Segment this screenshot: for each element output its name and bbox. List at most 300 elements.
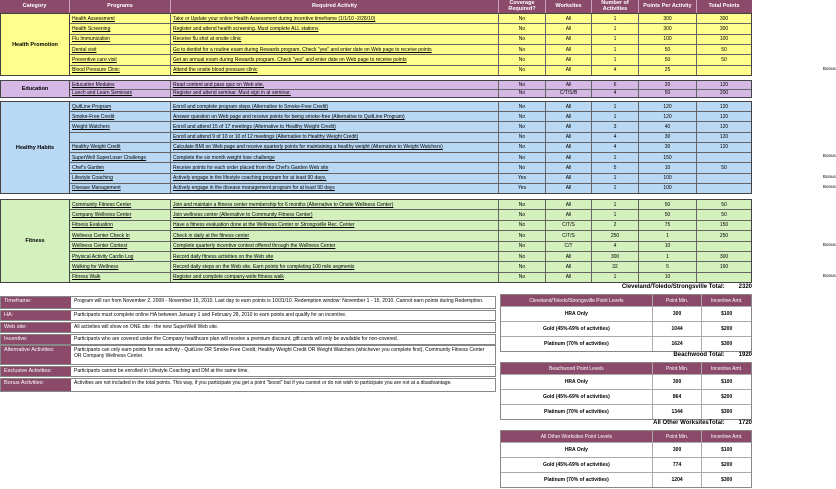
header-required-activity: Required Activity xyxy=(171,0,499,13)
activity-cell[interactable]: Attend the onsite blood pressure clinic xyxy=(171,66,499,75)
coverage-cell: No xyxy=(499,45,546,54)
table-row xyxy=(70,54,751,64)
info-text: All activities will show on ONE site - the new SuperWell Web site. xyxy=(74,324,219,330)
info-label: Web site: xyxy=(1,323,71,332)
points-per-cell: 10 xyxy=(639,273,697,282)
program-cell[interactable]: Community Fitness Center xyxy=(70,200,171,209)
table-row xyxy=(70,111,751,121)
num-activities-cell: 300 xyxy=(592,252,639,261)
info-row xyxy=(0,296,496,309)
total-points-cell: 120 xyxy=(719,113,729,120)
worksites-cell: C/T xyxy=(546,242,592,251)
bonus-note: Bonus xyxy=(823,153,836,159)
point-levels-header xyxy=(501,295,751,306)
activity-cell[interactable]: Read content and pass quiz on Web site. xyxy=(171,81,499,89)
total-points-cell: 100 xyxy=(719,36,729,43)
worksites-cell: All xyxy=(546,55,592,64)
program-cell[interactable]: Company Wellness Center xyxy=(70,210,171,219)
num-activities-cell: 4 xyxy=(592,242,639,251)
total-points-cell: 50 xyxy=(721,56,727,63)
category-label: Healthy Habits xyxy=(1,102,70,193)
num-activities-cell: 1 xyxy=(592,210,639,219)
program-cell[interactable]: SuperWell SuperLoser Challenge xyxy=(70,153,171,162)
activity-cell[interactable]: Have a fitness evaluation done at the Wellness Center or Strongsville Rec. Center xyxy=(171,221,499,230)
coverage-cell: No xyxy=(499,262,546,271)
activity-cell[interactable]: Record daily steps on the Web site. Earn points for completing 100 mile segments xyxy=(171,262,499,271)
point-level-row xyxy=(501,457,751,472)
points-per-cell: 50 xyxy=(639,90,697,98)
worksite-total-label: All Other WorksitesTotal: xyxy=(653,420,725,426)
point-level-cell: 300 xyxy=(652,307,702,321)
total-points-cell: 120 xyxy=(719,103,729,110)
total-points-cell: 300 xyxy=(719,253,729,260)
program-cell[interactable]: Physical Activity Cardio Log xyxy=(70,252,171,261)
program-cell[interactable]: Wellness Center Check In xyxy=(70,231,171,240)
activity-cell[interactable]: Enroll and attend 9 of 10 or 10 of 12 meetings (Alternative to Healthy Weight Credit) xyxy=(171,133,499,142)
bonus-note: Bonus xyxy=(823,65,836,71)
activity-cell[interactable]: Register and attend seminar. Must sign in at seminar. xyxy=(171,90,499,98)
worksite-total-value: 2320 xyxy=(738,284,752,290)
points-per-cell: 30 xyxy=(639,133,697,142)
num-activities-cell: 1 xyxy=(592,14,639,23)
points-per-cell: 100 xyxy=(639,174,697,183)
num-activities-cell: 250 xyxy=(592,231,639,240)
group-ed xyxy=(0,80,752,98)
point-level-cell: $100 xyxy=(701,375,751,389)
table-row xyxy=(70,81,751,89)
program-cell[interactable]: Fitness Evaluation xyxy=(70,221,171,230)
point-level-cell: $200 xyxy=(701,390,751,404)
num-activities-cell: 1 xyxy=(592,273,639,282)
table-row xyxy=(70,251,751,261)
category-label: Health Promotion xyxy=(1,14,70,75)
point-levels-header-cell: Beachwood Point Levels xyxy=(549,365,604,372)
num-activities-cell: 4 xyxy=(592,133,639,142)
activity-cell[interactable]: Answer question on Web page and receive points for being smoke-free (Alternative to QuitLine Program) xyxy=(171,112,499,121)
coverage-cell: No xyxy=(499,242,546,251)
coverage-cell: No xyxy=(499,231,546,240)
total-points-cell: 50 xyxy=(721,46,727,53)
num-activities-cell: 4 xyxy=(592,90,639,98)
activity-cell[interactable]: Check in daily at the fitness center xyxy=(171,231,499,240)
program-cell[interactable]: Walking for Wellness xyxy=(70,262,171,271)
num-activities-cell: 1 xyxy=(592,153,639,162)
header-coverage: Coverage Required? xyxy=(499,0,546,13)
point-levels-table xyxy=(500,362,752,420)
table-row xyxy=(70,241,836,251)
point-level-row xyxy=(501,321,751,336)
points-per-cell: 10 xyxy=(639,163,697,172)
total-points-cell xyxy=(697,153,751,162)
point-level-row xyxy=(501,442,751,457)
point-level-cell: $200 xyxy=(701,322,751,336)
activity-cell[interactable]: Record daily fitness activities on the Web site xyxy=(171,252,499,261)
table-row xyxy=(70,44,751,54)
coverage-cell: No xyxy=(499,200,546,209)
worksites-cell: All xyxy=(546,81,592,89)
group-fi xyxy=(0,199,836,283)
point-level-cell: $300 xyxy=(701,337,751,351)
activity-cell[interactable]: Complete quarterly incentive contest offered through the Wellness Center xyxy=(171,242,499,251)
points-per-cell: 1 xyxy=(639,252,697,261)
points-per-cell: 30 xyxy=(639,143,697,152)
table-row xyxy=(70,220,751,230)
num-activities-cell: 3 xyxy=(592,122,639,131)
point-levels-header-cell: Point Min. xyxy=(652,431,702,442)
num-activities-cell: 1 xyxy=(592,24,639,33)
num-activities-cell: 1 xyxy=(592,45,639,54)
num-activities-cell: 1 xyxy=(592,184,639,193)
point-level-cell: Platinum (70% of activities) xyxy=(544,477,609,483)
program-cell[interactable]: Wellness Center Contest xyxy=(70,242,171,251)
point-levels-header-cell: Incentive Amt. xyxy=(701,431,751,442)
total-points-cell: 50 xyxy=(721,201,727,208)
program-cell[interactable]: QuitLine Program xyxy=(70,102,171,111)
point-level-cell: 300 xyxy=(652,443,702,457)
point-levels-table xyxy=(500,294,752,352)
total-points-cell xyxy=(697,174,751,183)
point-level-cell: HRA Only xyxy=(564,379,588,385)
worksites-cell: All xyxy=(546,112,592,121)
coverage-cell: No xyxy=(499,163,546,172)
total-points-cell: 120 xyxy=(719,81,729,88)
coverage-cell: No xyxy=(499,133,546,142)
worksites-cell: All xyxy=(546,273,592,282)
table-header xyxy=(0,0,752,13)
info-text: Participants must complete online HA between January 1 and February 28, 2010 to earn points and qualify for an incentive. xyxy=(74,312,347,318)
points-per-cell: 75 xyxy=(639,221,697,230)
group-hh xyxy=(0,101,836,194)
worksites-cell: All xyxy=(546,45,592,54)
points-per-cell: 300 xyxy=(639,24,697,33)
header-points-per: Points Per Activity xyxy=(639,0,697,13)
coverage-cell: No xyxy=(499,66,546,75)
program-cell[interactable]: Lifestyle Coaching xyxy=(70,174,171,183)
info-row xyxy=(0,345,496,365)
table-row xyxy=(70,132,751,142)
coverage-cell: Yes xyxy=(499,174,546,183)
info-row xyxy=(0,334,496,345)
num-activities-cell: 1 xyxy=(592,35,639,44)
table-row xyxy=(70,183,836,193)
header-total-points: Total Points xyxy=(708,2,740,9)
num-activities-cell: 1 xyxy=(592,174,639,183)
num-activities-cell: 2 xyxy=(592,221,639,230)
table-row xyxy=(70,162,751,172)
point-levels-header-cell: Incentive Amt. xyxy=(701,295,751,306)
bonus-note: Bonus xyxy=(823,272,836,278)
point-level-row xyxy=(501,336,751,351)
points-per-cell: 150 xyxy=(639,153,697,162)
activity-cell[interactable]: Receive flu shot at onsite clinic xyxy=(171,35,499,44)
point-levels-header-cell: All Other Worksites Point Levels xyxy=(540,433,613,440)
point-levels-header-cell: Incentive Amt. xyxy=(701,363,751,374)
point-level-row xyxy=(501,472,751,487)
point-level-cell: 1044 xyxy=(652,322,702,336)
header-category: Category xyxy=(0,0,70,13)
info-text: Participants can only earn points for one activity - QuitLine OR Smoke Free Credit, Healthy Weight Credit OR Weight Watchers (whichever you complete first), Community Fitness Center OR Company Wellness Center. xyxy=(74,347,485,359)
group-hp xyxy=(0,13,836,76)
info-text: Activities are not included in the total points. This way, if you participate you get a point "boost" but if you cannot or do not wish to participate you are not at a disadvantage. xyxy=(74,380,452,386)
point-level-row xyxy=(501,404,751,419)
info-label: HA: xyxy=(1,311,71,320)
worksite-total-value: 1920 xyxy=(738,352,752,358)
table-row xyxy=(70,261,751,271)
points-per-cell: 50 xyxy=(639,210,697,219)
points-per-cell: 40 xyxy=(639,122,697,131)
coverage-cell: No xyxy=(499,90,546,98)
num-activities-cell: 1 xyxy=(592,200,639,209)
worksites-cell: All xyxy=(546,163,592,172)
program-cell[interactable]: Fitness Walk xyxy=(70,273,171,282)
category-label: Fitness xyxy=(1,200,70,282)
info-row xyxy=(0,378,496,392)
point-level-cell: $200 xyxy=(701,458,751,472)
coverage-cell: No xyxy=(499,221,546,230)
point-levels-table xyxy=(500,430,752,488)
point-levels-header-cell: Point Min. xyxy=(652,295,702,306)
worksites-cell: All xyxy=(546,14,592,23)
worksites-cell: C/T/S xyxy=(546,221,592,230)
program-cell[interactable]: Chef's Garden xyxy=(70,163,171,172)
point-level-row xyxy=(501,306,751,321)
point-level-cell: HRA Only xyxy=(564,447,588,453)
program-cell[interactable]: Lunch and Learn Seminars xyxy=(70,90,171,98)
total-points-cell: 200 xyxy=(719,90,729,97)
worksites-cell: All xyxy=(546,153,592,162)
points-per-cell: 25 xyxy=(639,66,697,75)
activity-cell[interactable]: Enroll and attend 15 of 17 meetings (Alternative to Healthy Weight Credit) xyxy=(171,122,499,131)
program-cell[interactable]: Smoke-Free Credit xyxy=(70,112,171,121)
point-level-cell: Platinum (70% of activities) xyxy=(544,409,609,415)
point-levels-header xyxy=(501,431,751,442)
table-row xyxy=(70,89,751,98)
coverage-cell: No xyxy=(499,210,546,219)
table-row xyxy=(70,272,836,282)
points-per-cell: 100 xyxy=(639,35,697,44)
points-per-cell: 300 xyxy=(639,14,697,23)
worksites-cell: C/T/S xyxy=(546,231,592,240)
point-levels-header xyxy=(501,363,751,374)
worksites-cell: All xyxy=(546,66,592,75)
bonus-note: Bonus xyxy=(823,173,836,179)
coverage-cell: No xyxy=(499,252,546,261)
num-activities-cell: 1 xyxy=(592,102,639,111)
coverage-cell: No xyxy=(499,24,546,33)
program-cell[interactable]: Flu Immunization xyxy=(70,35,171,44)
program-cell[interactable]: Dental visit xyxy=(70,45,171,54)
info-text: Program will run from November 2, 2009 - November 15, 2010. Last day to earn points is 10/31/10. Redemption window: November 1 - 15, 2010. Cannot earn points during Redemption. xyxy=(74,298,484,304)
coverage-cell: No xyxy=(499,102,546,111)
activity-cell[interactable]: Actively engage in the disease management program for at least 90 days xyxy=(171,184,499,193)
activity-cell[interactable]: Go to dentist for a routine exam during Rewards program. Check "yes" and enter date on Web page to receive points xyxy=(171,45,499,54)
activity-cell[interactable]: Receive points for each order placed from the Chef's Garden Web site xyxy=(171,163,499,172)
points-per-cell: 120 xyxy=(639,102,697,111)
point-level-cell: Gold (45%-69% of activities) xyxy=(543,326,610,332)
info-label: Bonus Activities: xyxy=(1,379,71,391)
activity-cell[interactable]: Register and complete company-wide fitness walk xyxy=(171,273,499,282)
point-level-cell: $300 xyxy=(701,405,751,419)
program-cell[interactable]: Preventive care visit xyxy=(70,55,171,64)
coverage-cell: No xyxy=(499,153,546,162)
table-row xyxy=(70,142,751,152)
num-activities-cell: 1 xyxy=(592,55,639,64)
point-level-cell: HRA Only xyxy=(564,311,588,317)
points-per-cell: 10 xyxy=(639,242,697,251)
total-points-cell: 300 xyxy=(719,15,729,22)
total-points-cell xyxy=(697,273,751,282)
worksites-cell: All xyxy=(546,210,592,219)
program-cell[interactable]: Education Modules xyxy=(70,81,171,89)
num-activities-cell: 5 xyxy=(592,163,639,172)
worksites-cell: All xyxy=(546,35,592,44)
points-per-cell: 5 xyxy=(639,262,697,271)
coverage-cell: No xyxy=(499,14,546,23)
total-points-cell: 50 xyxy=(721,164,727,171)
coverage-cell: No xyxy=(499,55,546,64)
point-level-cell: 774 xyxy=(652,458,702,472)
points-per-cell: 50 xyxy=(639,55,697,64)
program-cell[interactable]: Blood Pressure Clinic xyxy=(70,66,171,75)
table-row xyxy=(70,209,751,219)
num-activities-cell: 4 xyxy=(592,66,639,75)
total-points-cell xyxy=(697,66,751,75)
coverage-cell: Yes xyxy=(499,184,546,193)
activity-cell[interactable]: Get an annual exam during Rewards program. Check "yes" and enter date on Web page to receive points xyxy=(171,55,499,64)
point-level-cell: 1204 xyxy=(652,473,702,487)
num-activities-cell: 6 xyxy=(592,81,639,89)
activity-cell[interactable]: Register and attend health screening. Must complete ALL stations xyxy=(171,24,499,33)
total-points-cell: 120 xyxy=(719,124,729,131)
point-level-row xyxy=(501,389,751,404)
program-cell[interactable] xyxy=(70,133,171,142)
coverage-cell: No xyxy=(499,143,546,152)
points-per-cell: 20 xyxy=(639,81,697,89)
program-cell[interactable]: Health Assessment xyxy=(70,14,171,23)
total-points-cell: 250 xyxy=(719,232,729,239)
program-cell[interactable]: Healthy Weight Credit xyxy=(70,143,171,152)
point-level-cell: $100 xyxy=(701,307,751,321)
category-label: Education xyxy=(1,81,70,97)
num-activities-cell: 4 xyxy=(592,143,639,152)
worksite-total-label: Beachwood Total: xyxy=(673,352,725,358)
points-per-cell: 50 xyxy=(639,45,697,54)
table-row xyxy=(70,152,836,162)
worksites-cell: All xyxy=(546,174,592,183)
point-level-cell: 1344 xyxy=(652,405,702,419)
table-row xyxy=(70,121,751,131)
table-row xyxy=(70,102,751,111)
worksites-cell: All xyxy=(546,133,592,142)
worksites-cell: All xyxy=(546,24,592,33)
point-level-cell: 300 xyxy=(652,375,702,389)
activity-cell[interactable]: Join wellness center (Alternative to Community Fitness Center) xyxy=(171,210,499,219)
points-per-cell: 100 xyxy=(639,184,697,193)
coverage-cell: No xyxy=(499,273,546,282)
table-row xyxy=(70,230,751,240)
activity-cell[interactable]: Join and maintain a fitness center membership for 6 months (Alternative to Onsite Wellness Center) xyxy=(171,200,499,209)
activity-cell[interactable]: Enroll and complete program steps (Alternative to Smoke-Free Credit) xyxy=(171,102,499,111)
worksites-cell: All xyxy=(546,122,592,131)
table-row xyxy=(70,23,751,33)
info-label: Exclusive Activities: xyxy=(1,367,71,376)
info-text: Participants cannot be enrolled in Lifestyle Coaching and DM at the same time. xyxy=(74,368,249,374)
point-level-row xyxy=(501,374,751,389)
total-points-cell: 300 xyxy=(719,25,729,32)
worksites-cell: All xyxy=(546,252,592,261)
points-per-cell: 120 xyxy=(639,112,697,121)
info-row xyxy=(0,310,496,321)
info-label: Timeframe: xyxy=(1,297,71,308)
bonus-note: Bonus xyxy=(823,241,836,247)
points-per-cell: 50 xyxy=(639,200,697,209)
worksites-cell: C/T/S/B xyxy=(546,90,592,98)
program-cell[interactable]: Health Screening xyxy=(70,24,171,33)
info-row xyxy=(0,366,496,377)
table-row xyxy=(70,200,751,209)
table-row xyxy=(70,173,836,183)
worksites-cell: All xyxy=(546,184,592,193)
worksite-total-value: 1720 xyxy=(738,420,752,426)
worksite-total xyxy=(622,284,752,290)
worksites-cell: All xyxy=(546,262,592,271)
coverage-cell: No xyxy=(499,112,546,121)
info-text: Participants who are covered under the Company healthcare plan will receive a premium discount, gift cards will only be available for non-covered. xyxy=(74,336,399,342)
table-row xyxy=(70,65,836,75)
header-num-activities: Number of Activities xyxy=(592,0,639,13)
table-row xyxy=(70,34,751,44)
worksites-cell: All xyxy=(546,143,592,152)
total-points-cell: 120 xyxy=(719,134,729,141)
coverage-cell: No xyxy=(499,35,546,44)
worksite-total xyxy=(653,420,752,426)
num-activities-cell: 32 xyxy=(592,262,639,271)
total-points-cell: 150 xyxy=(719,222,729,229)
program-cell[interactable]: Weight Watchers xyxy=(70,122,171,131)
total-points-cell xyxy=(697,242,751,251)
activity-cell[interactable]: Complete the six month weight lose challenge xyxy=(171,153,499,162)
worksites-cell: All xyxy=(546,200,592,209)
point-level-cell: Platinum (70% of activities) xyxy=(544,341,609,347)
point-levels-header-cell: Cleveland/Toledo/Strongsville Point Levels xyxy=(529,297,624,304)
table-row xyxy=(70,14,751,23)
header-programs: Programs xyxy=(70,0,171,13)
worksites-cell: All xyxy=(546,102,592,111)
info-label: Incentive: xyxy=(1,335,71,344)
point-level-cell: $100 xyxy=(701,443,751,457)
bonus-note: Bonus xyxy=(823,183,836,189)
info-row xyxy=(0,322,496,333)
coverage-cell: No xyxy=(499,81,546,89)
info-label: Alternative Activities: xyxy=(1,346,71,364)
point-level-cell: Gold (45%-69% of activities) xyxy=(543,462,610,468)
point-levels-header-cell: Point Min. xyxy=(652,363,702,374)
worksite-total xyxy=(673,352,752,358)
point-level-cell: Gold (45%-69% of activities) xyxy=(543,394,610,400)
point-level-cell: 1624 xyxy=(652,337,702,351)
coverage-cell: No xyxy=(499,122,546,131)
activity-cell[interactable]: Actively engage in the lifestyle coaching program for at least 90 days. xyxy=(171,174,499,183)
activity-cell[interactable]: Take or Update your online Health Assessment during incentive timeframe (1/1/10 -2/28/10) xyxy=(171,14,499,23)
total-points-cell: 160 xyxy=(719,263,729,270)
total-points-cell: 50 xyxy=(721,212,727,219)
total-points-cell xyxy=(697,184,751,193)
activity-cell[interactable]: Calculate BMI on Web page and receive quarterly points for maintaining a healthy weight (Alternative to Weight Watchers) xyxy=(171,143,499,152)
program-cell[interactable]: Disease Management xyxy=(70,184,171,193)
header-worksites: Worksites xyxy=(546,0,592,13)
num-activities-cell: 1 xyxy=(592,112,639,121)
point-level-cell: $300 xyxy=(701,473,751,487)
